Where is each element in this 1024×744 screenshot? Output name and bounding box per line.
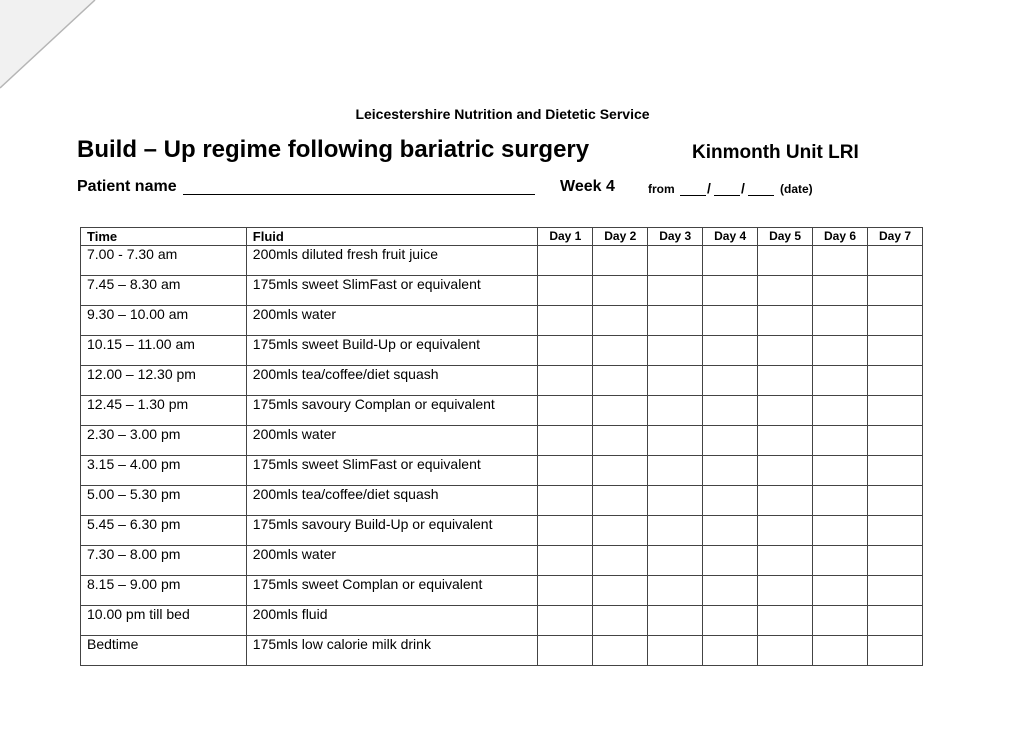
day-checkbox-cell[interactable] (703, 426, 758, 456)
fluid-cell: 200mls water (246, 306, 538, 336)
day-checkbox-cell[interactable] (758, 336, 813, 366)
day-checkbox-cell[interactable] (868, 426, 923, 456)
day-checkbox-cell[interactable] (758, 306, 813, 336)
day-checkbox-cell[interactable] (538, 426, 593, 456)
day-checkbox-cell[interactable] (703, 396, 758, 426)
table-row (81, 246, 923, 276)
day-checkbox-cell[interactable] (703, 576, 758, 606)
table-row (81, 396, 923, 426)
time-cell: 10.15 – 11.00 am (81, 336, 247, 366)
day-checkbox-cell[interactable] (593, 246, 648, 276)
patient-name-field[interactable] (183, 194, 535, 195)
column-header-day: Day 5 (758, 228, 813, 246)
day-checkbox-cell[interactable] (593, 396, 648, 426)
page-fold-corner (0, 0, 120, 110)
day-checkbox-cell[interactable] (538, 456, 593, 486)
table-row (81, 606, 923, 636)
time-cell: 5.00 – 5.30 pm (81, 486, 247, 516)
table-row (81, 486, 923, 516)
day-checkbox-cell[interactable] (593, 456, 648, 486)
column-header-day: Day 3 (648, 228, 703, 246)
fluid-cell: 200mls diluted fresh fruit juice (246, 246, 538, 276)
fluid-cell: 200mls fluid (246, 606, 538, 636)
day-checkbox-cell[interactable] (813, 336, 868, 366)
day-checkbox-cell[interactable] (868, 396, 923, 426)
day-checkbox-cell[interactable] (868, 546, 923, 576)
day-checkbox-cell[interactable] (868, 636, 923, 666)
day-checkbox-cell[interactable] (758, 636, 813, 666)
column-header-day: Day 7 (868, 228, 923, 246)
day-checkbox-cell[interactable] (758, 366, 813, 396)
day-checkbox-cell[interactable] (868, 366, 923, 396)
day-checkbox-cell[interactable] (813, 516, 868, 546)
page-title: Build – Up regime following bariatric surgery (77, 136, 590, 163)
day-checkbox-cell[interactable] (593, 486, 648, 516)
date-day-field[interactable] (680, 195, 706, 196)
day-checkbox-cell[interactable] (538, 366, 593, 396)
table-row (81, 546, 923, 576)
day-checkbox-cell[interactable] (538, 576, 593, 606)
day-checkbox-cell[interactable] (813, 456, 868, 486)
table-header-row (81, 228, 923, 246)
day-checkbox-cell[interactable] (813, 636, 868, 666)
day-checkbox-cell[interactable] (703, 276, 758, 306)
table-row (81, 366, 923, 396)
day-checkbox-cell[interactable] (703, 456, 758, 486)
day-checkbox-cell[interactable] (538, 486, 593, 516)
day-checkbox-cell[interactable] (538, 336, 593, 366)
patient-name-label: Patient name (77, 178, 177, 195)
table-row (81, 516, 923, 546)
day-checkbox-cell[interactable] (703, 336, 758, 366)
day-checkbox-cell[interactable] (703, 486, 758, 516)
day-checkbox-cell[interactable] (813, 276, 868, 306)
day-checkbox-cell[interactable] (758, 606, 813, 636)
day-checkbox-cell[interactable] (648, 396, 703, 426)
day-checkbox-cell[interactable] (648, 366, 703, 396)
day-checkbox-cell[interactable] (868, 516, 923, 546)
time-cell: 2.30 – 3.00 pm (81, 426, 247, 456)
day-checkbox-cell[interactable] (538, 306, 593, 336)
time-cell: 7.00 - 7.30 am (81, 246, 247, 276)
day-checkbox-cell[interactable] (703, 366, 758, 396)
day-checkbox-cell[interactable] (758, 246, 813, 276)
day-checkbox-cell[interactable] (538, 636, 593, 666)
day-checkbox-cell[interactable] (813, 546, 868, 576)
day-checkbox-cell[interactable] (703, 246, 758, 276)
fluid-cell: 200mls water (246, 546, 538, 576)
day-checkbox-cell[interactable] (758, 396, 813, 426)
time-cell: 3.15 – 4.00 pm (81, 456, 247, 486)
unit-name: Kinmonth Unit LRI (692, 142, 859, 163)
time-cell: 12.45 – 1.30 pm (81, 396, 247, 426)
day-checkbox-cell[interactable] (758, 456, 813, 486)
day-checkbox-cell[interactable] (813, 366, 868, 396)
fluid-cell: 175mls low calorie milk drink (246, 636, 538, 666)
day-checkbox-cell[interactable] (648, 276, 703, 306)
fluid-cell: 175mls sweet SlimFast or equivalent (246, 456, 538, 486)
day-checkbox-cell[interactable] (538, 396, 593, 426)
day-checkbox-cell[interactable] (648, 486, 703, 516)
day-checkbox-cell[interactable] (593, 606, 648, 636)
day-checkbox-cell[interactable] (813, 606, 868, 636)
day-checkbox-cell[interactable] (538, 276, 593, 306)
day-checkbox-cell[interactable] (758, 576, 813, 606)
column-header-day: Day 6 (813, 228, 868, 246)
day-checkbox-cell[interactable] (758, 546, 813, 576)
time-cell: Bedtime (81, 636, 247, 666)
day-checkbox-cell[interactable] (703, 306, 758, 336)
day-checkbox-cell[interactable] (593, 546, 648, 576)
day-checkbox-cell[interactable] (703, 516, 758, 546)
day-checkbox-cell[interactable] (868, 456, 923, 486)
day-checkbox-cell[interactable] (813, 306, 868, 336)
from-label: from (648, 182, 675, 196)
day-checkbox-cell[interactable] (648, 546, 703, 576)
time-cell: 5.45 – 6.30 pm (81, 516, 247, 546)
day-checkbox-cell[interactable] (813, 396, 868, 426)
day-checkbox-cell[interactable] (648, 306, 703, 336)
day-checkbox-cell[interactable] (538, 246, 593, 276)
table-row (81, 636, 923, 666)
column-header-day: Day 2 (593, 228, 648, 246)
column-header-time: Time (81, 228, 247, 246)
day-checkbox-cell[interactable] (758, 276, 813, 306)
table-body (81, 246, 923, 666)
fluid-cell: 175mls sweet SlimFast or equivalent (246, 276, 538, 306)
day-checkbox-cell[interactable] (593, 516, 648, 546)
day-checkbox-cell[interactable] (593, 306, 648, 336)
day-checkbox-cell[interactable] (648, 636, 703, 666)
date-slash: / (707, 180, 711, 196)
day-checkbox-cell[interactable] (868, 576, 923, 606)
day-checkbox-cell[interactable] (593, 426, 648, 456)
day-checkbox-cell[interactable] (813, 576, 868, 606)
day-checkbox-cell[interactable] (703, 606, 758, 636)
day-checkbox-cell[interactable] (648, 516, 703, 546)
fluid-schedule-table (80, 227, 923, 666)
day-checkbox-cell[interactable] (538, 606, 593, 636)
column-header-day: Day 4 (703, 228, 758, 246)
table-row (81, 306, 923, 336)
day-checkbox-cell[interactable] (868, 306, 923, 336)
fluid-cell: 200mls tea/coffee/diet squash (246, 486, 538, 516)
service-name: Leicestershire Nutrition and Dietetic Service (355, 106, 650, 122)
fluid-cell: 175mls sweet Build-Up or equivalent (246, 336, 538, 366)
fluid-cell: 175mls savoury Complan or equivalent (246, 396, 538, 426)
time-cell: 7.45 – 8.30 am (81, 276, 247, 306)
day-checkbox-cell[interactable] (648, 336, 703, 366)
day-checkbox-cell[interactable] (593, 366, 648, 396)
fluid-cell: 175mls sweet Complan or equivalent (246, 576, 538, 606)
day-checkbox-cell[interactable] (813, 246, 868, 276)
day-checkbox-cell[interactable] (703, 546, 758, 576)
day-checkbox-cell[interactable] (538, 516, 593, 546)
day-checkbox-cell[interactable] (593, 636, 648, 666)
day-checkbox-cell[interactable] (758, 486, 813, 516)
time-cell: 12.00 – 12.30 pm (81, 366, 247, 396)
column-header-day: Day 1 (538, 228, 593, 246)
column-header-fluid: Fluid (246, 228, 538, 246)
day-checkbox-cell[interactable] (868, 336, 923, 366)
date-slash: / (741, 180, 745, 196)
day-checkbox-cell[interactable] (648, 426, 703, 456)
table-row (81, 276, 923, 306)
day-checkbox-cell[interactable] (703, 636, 758, 666)
day-checkbox-cell[interactable] (758, 516, 813, 546)
day-checkbox-cell[interactable] (868, 246, 923, 276)
day-checkbox-cell[interactable] (593, 276, 648, 306)
date-year-field[interactable] (748, 195, 774, 196)
table-row (81, 576, 923, 606)
day-checkbox-cell[interactable] (593, 576, 648, 606)
time-cell: 8.15 – 9.00 pm (81, 576, 247, 606)
day-checkbox-cell[interactable] (868, 606, 923, 636)
day-checkbox-cell[interactable] (868, 486, 923, 516)
date-label: (date) (780, 182, 813, 196)
time-cell: 7.30 – 8.00 pm (81, 546, 247, 576)
table-row (81, 456, 923, 486)
day-checkbox-cell[interactable] (813, 426, 868, 456)
day-checkbox-cell[interactable] (648, 246, 703, 276)
day-checkbox-cell[interactable] (593, 336, 648, 366)
day-checkbox-cell[interactable] (648, 456, 703, 486)
table-row (81, 426, 923, 456)
week-label: Week 4 (560, 178, 615, 195)
day-checkbox-cell[interactable] (868, 276, 923, 306)
day-checkbox-cell[interactable] (758, 426, 813, 456)
fluid-cell: 175mls savoury Build-Up or equivalent (246, 516, 538, 546)
day-checkbox-cell[interactable] (648, 606, 703, 636)
day-checkbox-cell[interactable] (538, 546, 593, 576)
date-month-field[interactable] (714, 195, 740, 196)
day-checkbox-cell[interactable] (648, 576, 703, 606)
table-row (81, 336, 923, 366)
fluid-cell: 200mls water (246, 426, 538, 456)
time-cell: 10.00 pm till bed (81, 606, 247, 636)
time-cell: 9.30 – 10.00 am (81, 306, 247, 336)
fluid-cell: 200mls tea/coffee/diet squash (246, 366, 538, 396)
day-checkbox-cell[interactable] (813, 486, 868, 516)
